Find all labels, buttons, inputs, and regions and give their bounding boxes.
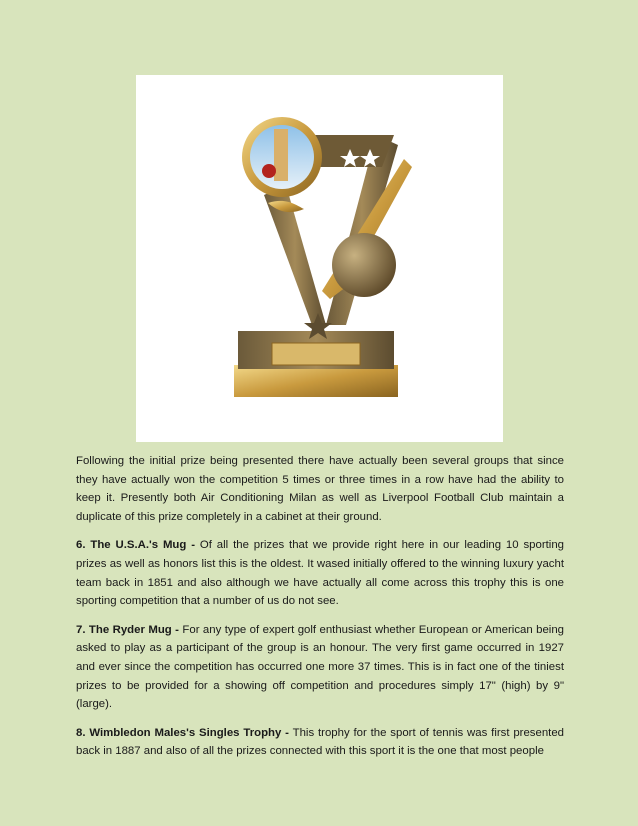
paragraph-text: Of all the prizes that we provide right here in our leading 10 sporting prizes as well as honors list this is the oldest. It wased initially offered to the winning luxury yacht team back in 1851 and also although we have actually all come across this trophy this is one sporting competition that a number of us do not see. [76,539,564,608]
article-body [76,452,564,771]
cricket-trophy-icon [136,75,503,442]
paragraph-ryder-cup [76,621,564,714]
paragraph-heading: 8. Wimbledon Males's Singles Trophy - [76,726,289,739]
paragraph-heading: 6. The U.S.A.'s Mug - [76,539,196,552]
paragraph-americas-cup [76,536,564,610]
paragraph-wimbledon [76,724,564,761]
paragraph-heading: 7. The Ryder Mug - [76,623,179,636]
paragraph-text: For any type of expert golf enthusiast whether European or American being asked to play as a participant of the group is an honour. The very first game occurred in 1927 and ever since the competition has occurred one more 37 times. This is in fact one of the tiniest prizes to be provided for a showing off competition and procedures simply 17" (high) by 9" (large). [76,623,564,711]
paragraph-intro [76,452,564,526]
paragraph-text: This trophy for the sport of tennis was first presented back in 1887 and also of all the prizes connected with this sport it is the one that most people [76,726,565,758]
paragraph-text: Following the initial prize being presented there have actually been several groups that since they have actually won the competition 5 times or three times in a row have had the ability to keep it. Presently both Air Conditioning Milan as well as Liverpool Football Club maintain a duplicate of this prize completely in a cabinet at their ground. [76,455,564,523]
trophy-image [136,75,503,442]
